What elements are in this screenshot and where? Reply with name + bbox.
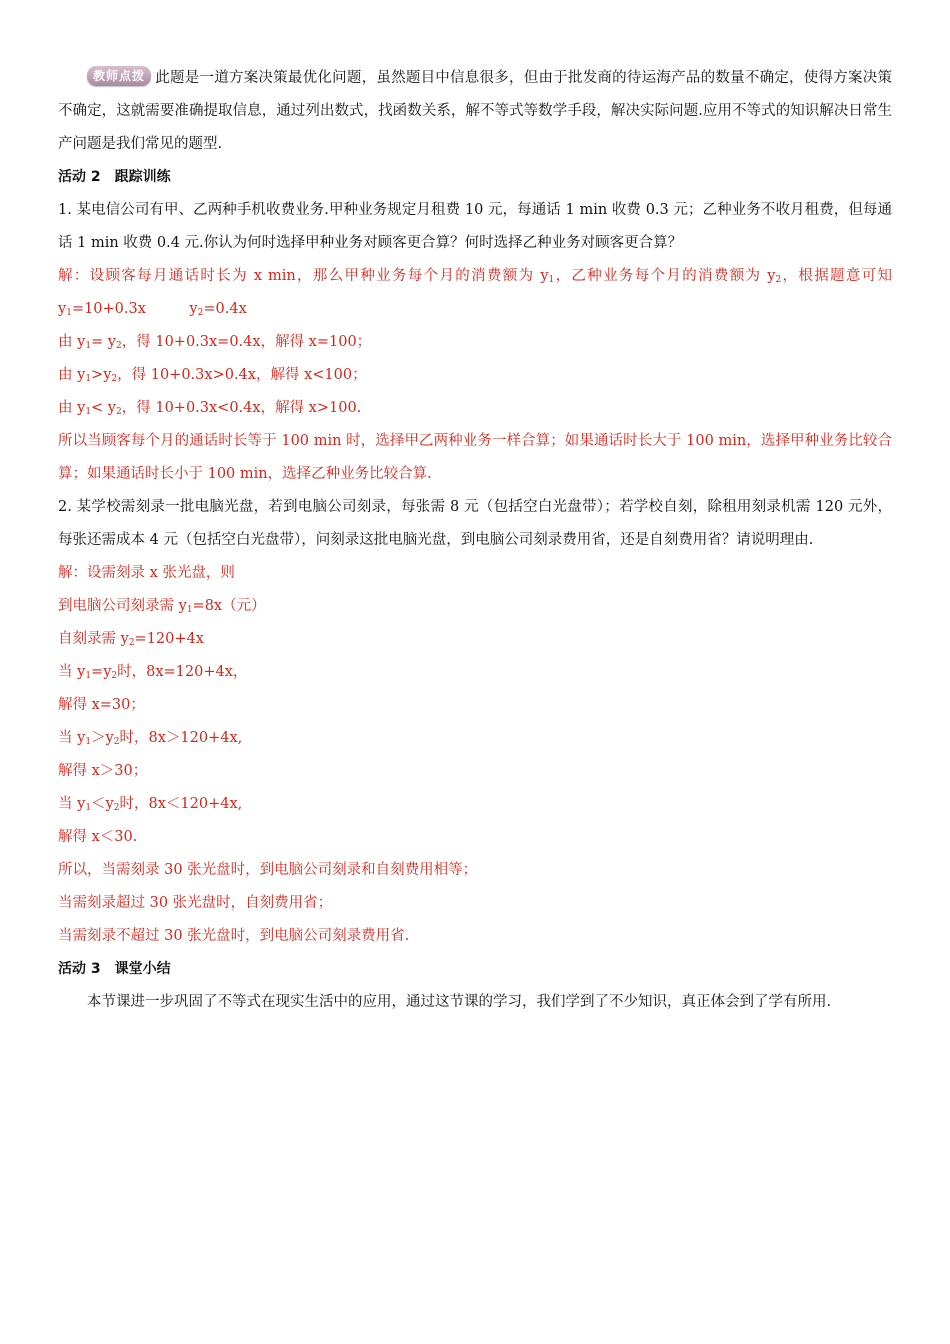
- q2-line-company-cost: 到电脑公司刻录需 $y_1=8x$（元）: [58, 598, 266, 615]
- teacher-tip-badge: 教师点拨: [87, 66, 151, 86]
- question-2: 2. 某学校需刻录一批电脑光盘，若到电脑公司刻录，每张需 8 元（包括空白光盘带）；若学校自刻，除租用刻录机需 120 元外，每张还需成本 4 元（包括空白光盘带），问刻录这批电脑光盘，到电脑公司刻录费用省，还是自刻费用省？请说明理由.: [58, 499, 892, 548]
- summary-paragraph: 本节课进一步巩固了不等式在现实生活中的应用，通过这节课的学习，我们学到了不少知识，真正体会到了学有所用.: [87, 994, 832, 1010]
- q2-conclusion-equal: 所以，当需刻录 30 张光盘时，到电脑公司刻录和自刻费用相等；: [58, 862, 478, 878]
- q2-conclusion-more: 当需刻录超过 30 张光盘时，自刻费用省；: [58, 895, 333, 911]
- q2-conclusion-less: 当需刻录不超过 30 张光盘时，到电脑公司刻录费用省.: [58, 928, 410, 944]
- q2-line-less: 当 $y_1<y_2$时，8x＜120+4x,: [58, 796, 243, 813]
- q2-line-solve-equal: 解得 x=30；: [58, 697, 145, 713]
- q1-conclusion: 所以当顾客每个月的通话时长等于 100 min 时，选择甲乙两种业务一样合算；如果通话时长大于 100 min，选择甲种业务比较合算；如果通话时长小于 100 min，选择乙种业务比较合算.: [58, 433, 892, 482]
- teacher-tip-text: 此题是一道方案决策最优化问题，虽然题目中信息很多，但由于批发商的待运海产品的数量不确定，使得方案决策不确定，这就需要准确提取信息，通过列出数式，找函数关系，解不等式等数学手段，解决实际问题.应用不等式的知识解决日常生产问题是我们常见的题型.: [58, 70, 892, 152]
- q2-line-greater: 当 $y_1>y_2$时，8x＞120+4x,: [58, 730, 243, 747]
- q1-solution-intro: 解：设顾客每月通话时长为 x min，那么甲种业务每个月的消费额为 $y_1$，乙种业务每个月的消费额为 $y_2$，根据题意可知 $y_1=10+0.3x$ $y_2=0.4x$: [58, 268, 893, 318]
- q2-line-self-cost: 自刻录需 $y_2=120+4x$: [58, 631, 204, 648]
- activity3-heading: 活动 3 课堂小结: [58, 961, 171, 977]
- q1-step-equal: 由 $y_1= y_2$，得 10+0.3x=0.4x，解得 x=100；: [58, 334, 372, 351]
- document-page: [58, 62, 892, 1019]
- q2-line-setup: 解：设需刻录 x 张光盘，则: [58, 565, 235, 581]
- q1-step-greater: 由 $y_1>y_2$，得 10+0.3x>0.4x，解得 x<100；: [58, 367, 367, 384]
- question-1: 1. 某电信公司有甲、乙两种手机收费业务.甲种业务规定月租费 10 元，每通话 1 min 收费 0.3 元；乙种业务不收月租费，但每通话 1 min 收费 0.4 元.你认为何时选择甲种业务对顾客更合算？何时选择乙种业务对顾客更合算？: [58, 202, 892, 251]
- activity2-heading: 活动 2 跟踪训练: [58, 169, 171, 185]
- q1-step-less: 由 $y_1< y_2$，得 10+0.3x<0.4x，解得 x>100.: [58, 400, 362, 417]
- teacher-tip-paragraph: [58, 62, 892, 161]
- q2-line-solve-less: 解得 x＜30.: [58, 829, 138, 845]
- q2-line-solve-greater: 解得 x＞30；: [58, 763, 148, 779]
- q2-line-equal: 当 $y_1=y_2$时，8x=120+4x，: [58, 664, 248, 681]
